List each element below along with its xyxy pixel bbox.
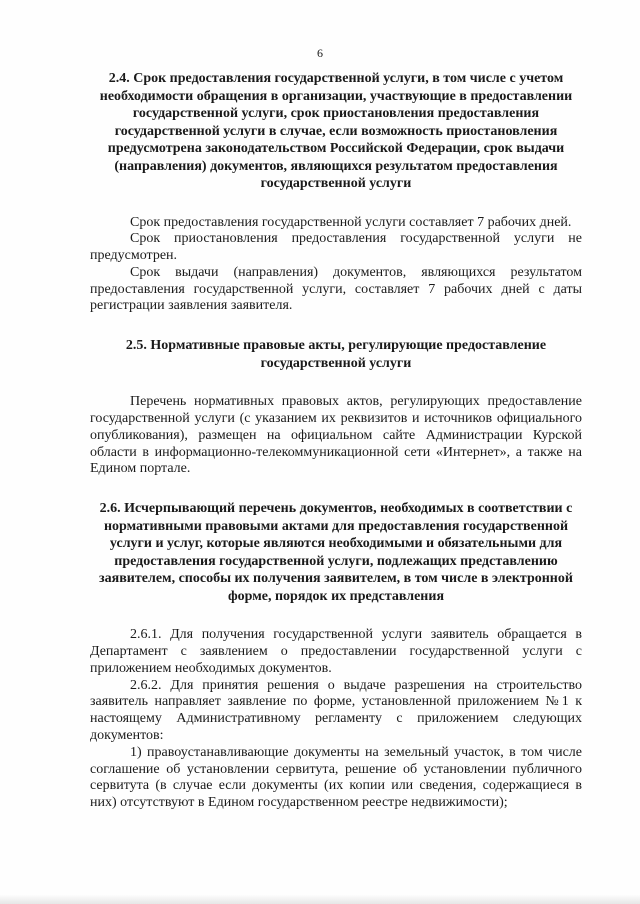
paragraph: 2.6.1. Для получения государственной услуги заявитель обращается в Департамент с заявлением о предоставлении государственной услуги с приложением необходимых документов. [90, 627, 582, 676]
paragraph: Перечень нормативных правовых актов, регулирующих предоставление государственной услуги (с указанием их реквизитов и источников официального опубликования), размещен на официальном сайте Администрации Курской области в информационно-телекоммуникационной сети «Интернет», а также на Едином портале. [90, 394, 582, 477]
paragraph: Срок предоставления государственной услуги составляет 7 рабочих дней. [130, 214, 572, 230]
page-number: 6 [317, 46, 323, 60]
paragraph: Срок выдачи (направления) документов, являющихся результатом предоставления государственной услуги, составляет 7 рабочих дней с даты регистрации заявления заявителя. [90, 264, 582, 314]
section-heading-2-5: 2.5. Нормативные правовые акты, регулирующие предоставление государственной услуги [125, 338, 547, 371]
section-heading-2-4: 2.4. Срок предоставления государственной услуги, в том числе с учетом необходимости обращения в организации, участвующие в предоставлении государственной услуги, срок приостановления предоставления государственной услуги в случае, если возможность приостановления предусмотрена законодательством Российской Федерации, срок выдачи (направления) документов, являющихся результатом предоставления государственной услуги [99, 71, 573, 191]
paragraph: 2.6.2. Для принятия решения о выдаче разрешения на строительство заявитель направляет заявление по форме, установленной приложением №1 к настоящему Административному регламенту с приложением следующих документов: [90, 677, 582, 744]
section-heading-2-6: 2.6. Исчерпывающий перечень документов, необходимых в соответствии с нормативными правовыми актами для предоставления государственной услуги и услуг, которые являются необходимыми и обязательными для предоставления государственной услуги, подлежащих представлению заявителем, способы их получения заявителем, в том числе в электронной форме, порядок их представления [99, 501, 573, 604]
paragraph: Срок приостановления предоставления государственной услуги не предусмотрен. [90, 231, 582, 264]
paragraph: 1) правоустанавливающие документы на земельный участок, в том числе соглашение об установлении сервитута, решение об установлении публичного сервитута (в случае если документы (их копии или сведения, содержащиеся в них) отсутствуют в Едином государственном реестре недвижимости); [90, 744, 582, 811]
document-body [90, 70, 582, 812]
